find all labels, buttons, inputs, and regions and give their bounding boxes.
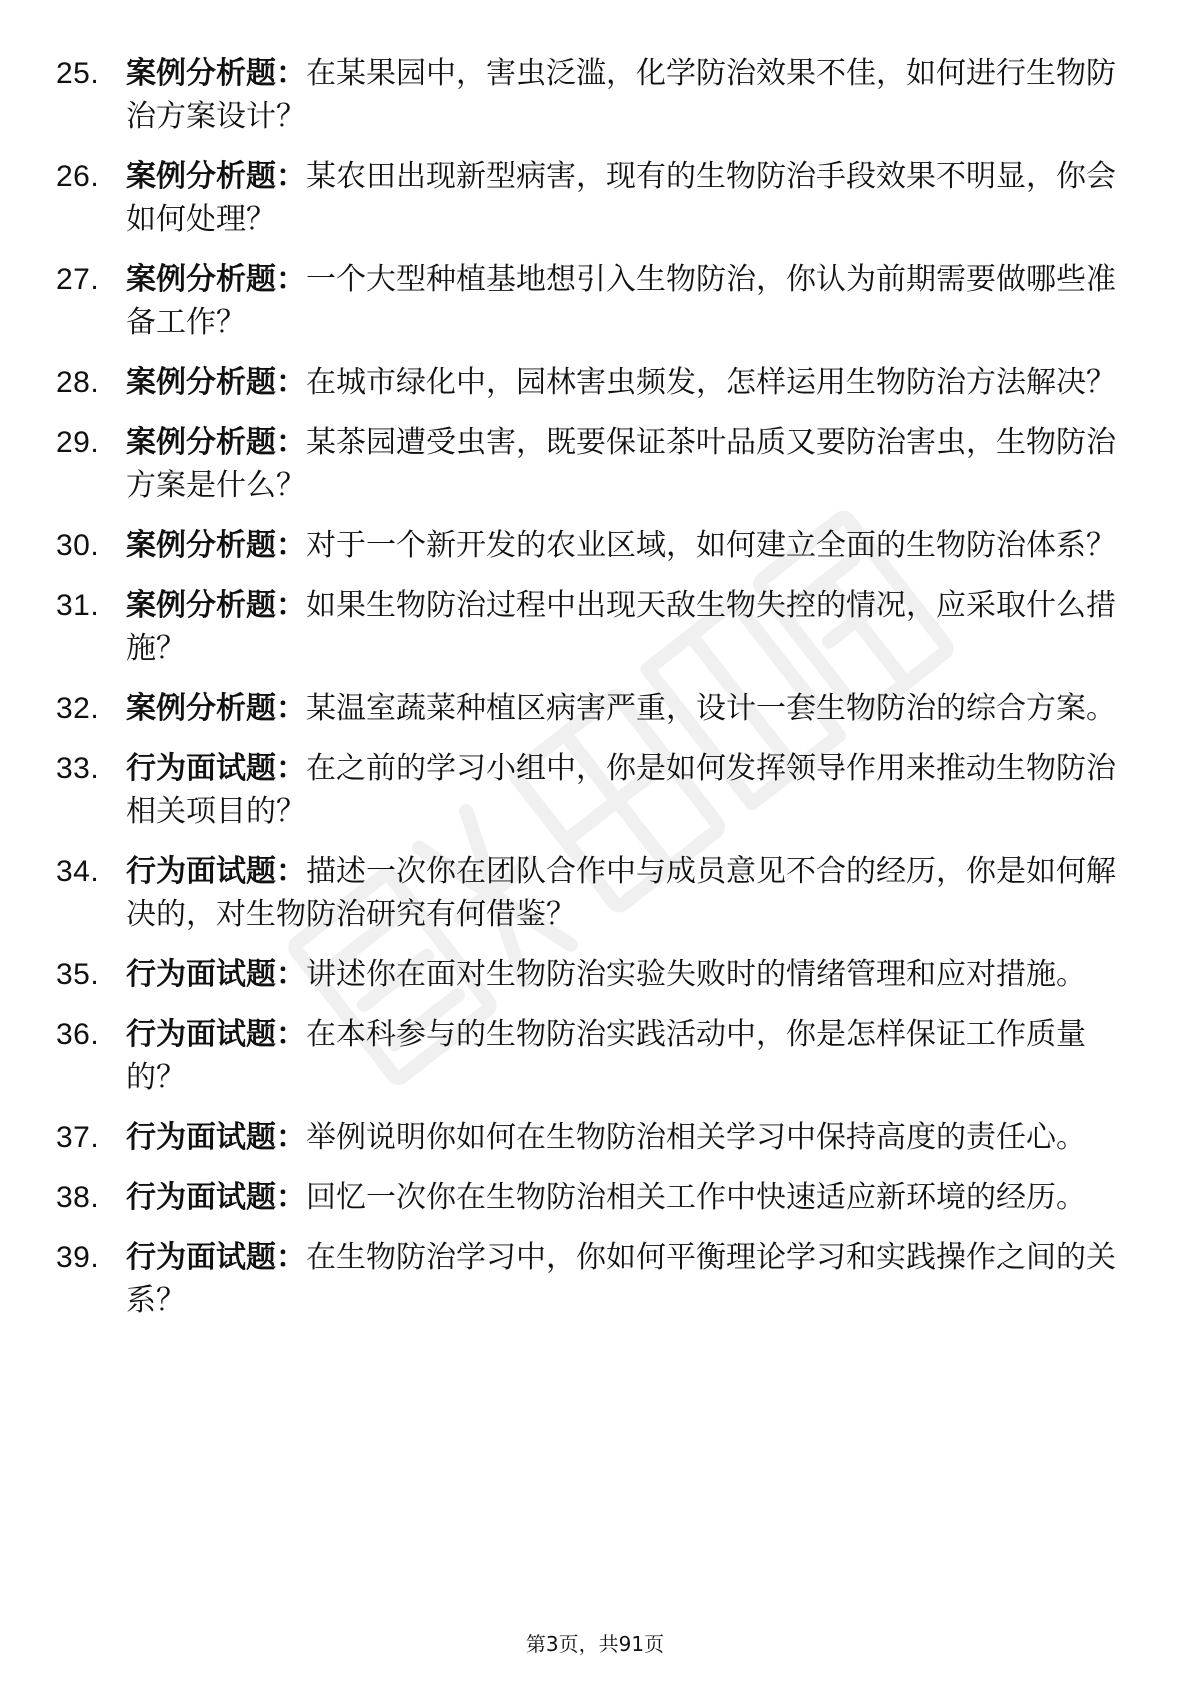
question-number: 32. [56, 692, 100, 725]
question-category: 行为面试题： [126, 1180, 306, 1215]
question-text: 某温室蔬菜种植区病害严重，设计一套生物防治的综合方案。 [306, 691, 1116, 726]
question-number: 39. [56, 1241, 100, 1274]
question-item-34 [56, 850, 1116, 936]
question-text: 回忆一次你在生物防治相关工作中快速适应新环境的经历。 [306, 1180, 1086, 1215]
question-category: 案例分析题： [126, 159, 306, 194]
question-item-26 [56, 155, 1116, 241]
question-category: 行为面试题： [126, 751, 306, 786]
question-item-35 [56, 953, 1116, 996]
question-number: 36. [56, 1018, 100, 1051]
question-text: 在某果园中，害虫泛滥，化学防治效果不佳，如何进行生物防治方案设计？ [126, 56, 1116, 134]
question-number: 35. [56, 958, 100, 991]
question-item-32 [56, 687, 1116, 730]
question-category: 案例分析题： [126, 425, 306, 460]
question-category: 行为面试题： [126, 1017, 306, 1052]
question-category: 案例分析题： [126, 56, 306, 91]
question-number: 26. [56, 160, 100, 193]
question-number: 33. [56, 752, 100, 785]
question-text: 在城市绿化中，园林害虫频发，怎样运用生物防治方法解决？ [306, 365, 1116, 400]
question-text: 在之前的学习小组中，你是如何发挥领导作用来推动生物防治相关项目的？ [126, 751, 1116, 829]
question-item-31 [56, 584, 1116, 670]
question-number: 38. [56, 1181, 100, 1214]
question-number: 25. [56, 57, 100, 90]
question-category: 案例分析题： [126, 528, 306, 563]
question-text: 讲述你在面对生物防治实验失败时的情绪管理和应对措施。 [306, 957, 1086, 992]
question-number: 31. [56, 589, 100, 622]
question-item-38 [56, 1176, 1116, 1219]
question-text: 在本科参与的生物防治实践活动中，你是怎样保证工作质量的？ [126, 1017, 1086, 1095]
page-number-footer: 第3页，共91页 [525, 1632, 665, 1656]
question-category: 案例分析题： [126, 691, 306, 726]
question-number: 28. [56, 366, 100, 399]
question-text: 举例说明你如何在生物防治相关学习中保持高度的责任心。 [306, 1120, 1086, 1155]
question-item-25 [56, 52, 1116, 138]
question-item-36 [56, 1013, 1116, 1099]
question-item-28 [56, 361, 1116, 404]
question-number: 37. [56, 1121, 100, 1154]
question-item-30 [56, 524, 1116, 567]
question-text: 对于一个新开发的农业区域，如何建立全面的生物防治体系？ [306, 528, 1116, 563]
question-item-29 [56, 421, 1116, 507]
question-number: 34. [56, 855, 100, 888]
question-category: 行为面试题： [126, 1120, 306, 1155]
question-text: 如果生物防治过程中出现天敌生物失控的情况，应采取什么措施？ [126, 588, 1116, 666]
question-list [56, 52, 1116, 1339]
question-category: 行为面试题： [126, 1240, 306, 1275]
question-item-37 [56, 1116, 1116, 1159]
question-item-27 [56, 258, 1116, 344]
question-text: 描述一次你在团队合作中与成员意见不合的经历，你是如何解决的，对生物防治研究有何借鉴？ [126, 854, 1116, 932]
question-category: 案例分析题： [126, 588, 306, 623]
question-category: 行为面试题： [126, 957, 306, 992]
question-category: 案例分析题： [126, 262, 306, 297]
question-number: 29. [56, 426, 100, 459]
question-number: 30. [56, 529, 100, 562]
question-item-33 [56, 747, 1116, 833]
question-text: 一个大型种植基地想引入生物防治，你认为前期需要做哪些准备工作？ [126, 262, 1116, 340]
question-item-39 [56, 1236, 1116, 1322]
question-category: 行为面试题： [126, 854, 306, 889]
question-number: 27. [56, 263, 100, 296]
question-category: 案例分析题： [126, 365, 306, 400]
question-text: 在生物防治学习中，你如何平衡理论学习和实践操作之间的关系？ [126, 1240, 1116, 1318]
question-text: 某茶园遭受虫害，既要保证茶叶品质又要防治害虫，生物防治方案是什么？ [126, 425, 1116, 503]
question-text: 某农田出现新型病害，现有的生物防治手段效果不明显，你会如何处理？ [126, 159, 1116, 237]
